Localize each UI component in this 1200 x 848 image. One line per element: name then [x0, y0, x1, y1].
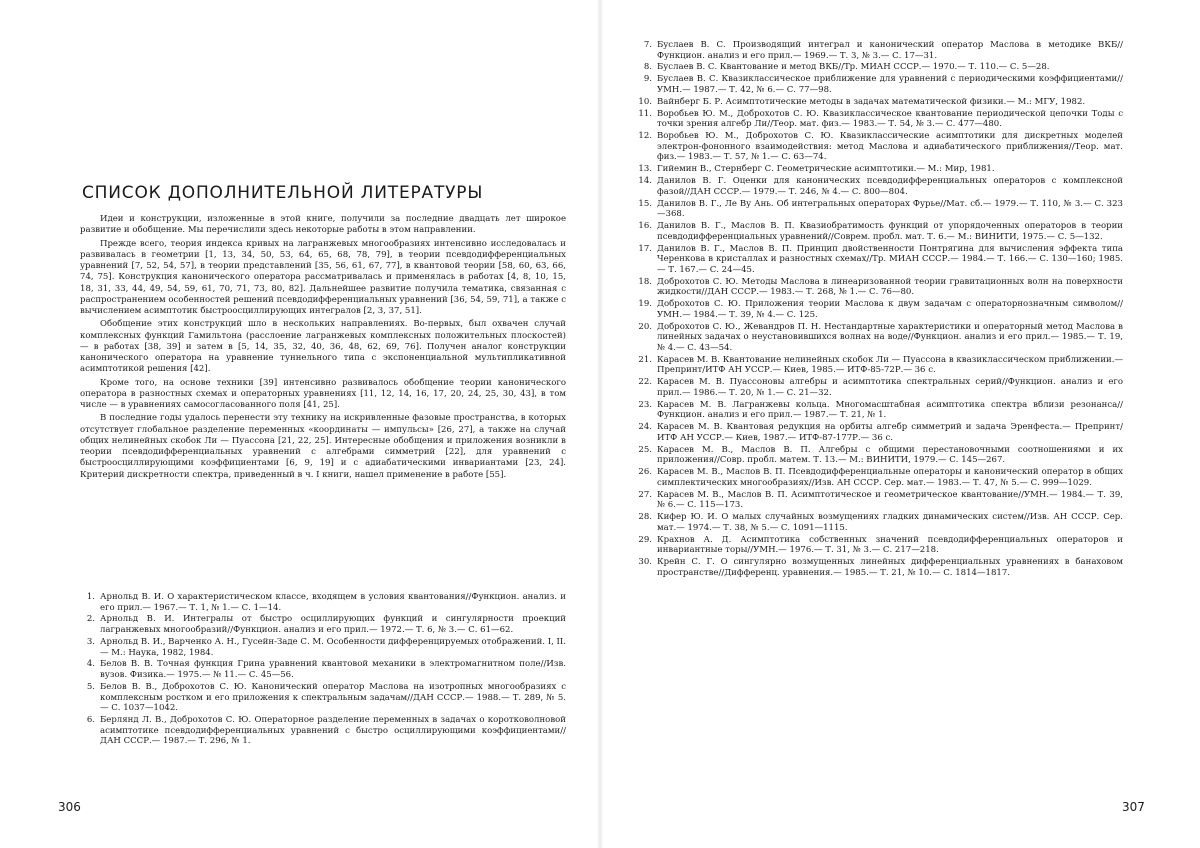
- reference-entry: [637, 199, 1123, 220]
- intro-paragraph: Идеи и конструкции, изложенные в этой книге, получили за последние двадцать лет широкое развитие и обобщение. Мы перечислили здесь некоторые работы в этом направлении.: [80, 214, 566, 236]
- reference-text: Карасев М. В., Маслов В. П. Асимптотическое и геометрическое квантование//УМН.— 1984.— Т. 39, № 6.— С. 115—173.: [657, 489, 1123, 511]
- reference-entry: [637, 97, 1123, 108]
- reference-entry: [637, 445, 1123, 466]
- reference-number: 6.: [86, 715, 95, 726]
- reference-text: Буслаев В. С. Производящий интеграл и канонический оператор Маслова в методике ВКБ//Функцион. анализ и его прил.— 1969.— Т. 3, № 3.— С. 17—31.: [657, 40, 1123, 61]
- reference-entry: [637, 62, 1123, 73]
- reference-entry: [637, 322, 1123, 354]
- reference-number: 3.: [86, 636, 95, 647]
- reference-entry: [637, 176, 1123, 197]
- reference-entry: [80, 715, 566, 747]
- reference-text: Данилов В. Г., Маслов В. П. Принцип двойственности Понтрягина для вычисления эффекта типа Черенкова в кристаллах и разностных схемах//Тр. МИАН СССР.— 1984.— Т. 166.— С. 130—160; 1985.— Т. 167.— С. 24—45.: [657, 243, 1123, 275]
- reference-entry: [80, 592, 566, 613]
- reference-text: Белов В. В., Доброхотов С. Ю. Канонический оператор Маслова на изотропных многообразиях с комплексным ростком и его приложения к спектральным задачам//ДАН СССР.— 1988.— Т. 289, № 5.— С. 1037—1042.: [100, 681, 566, 714]
- reference-text: Арнольд В. И., Варченко А. Н., Гусейн-Заде С. М. Особенности дифференцируемых отображений. I, II.— М.: Наука, 1982, 1984.: [100, 636, 566, 658]
- reference-text: Доброхотов С. Ю. Приложения теории Маслова к двум задачам с операторнозначным символом//УМН.— 1984.— Т. 39, № 4.— С. 125.: [657, 299, 1123, 320]
- reference-entry: [637, 40, 1123, 61]
- intro-paragraph: Прежде всего, теория индекса кривых на лагранжевых многообразиях интенсивно исследовалась и развивалась в геометрии [1, 13, 34, 50, 53, 64, 65, 68, 78, 79], в теории псевдодифференциальных уравнений [7, 52, 54, 57], в теории представлений [35, 56, 61, 67, 77], в квантовой теории [58, 60, 63, 66, 74, 75]. Конструкция канонического оператора рассматривалась и применялась в работах [4, 8, 10, 15, 18, 31, 33, 44, 49, 54, 59, 61, 70, 71, 73, 80, 82]. Дальнейшее развитие получила тематика, связанная с распространением особенностей решений псевдодифференциальных уравнений [36, 54, 59, 71], а также с вычислением асимптотик быстроосциллирующих интегралов [2, 3, 37, 51].: [80, 238, 566, 316]
- intro-paragraph: Обобщение этих конструкций шло в нескольких направлениях. Во-первых, был охвачен случай комплексных функций Гамильтона (расслоение лагранжевых комплексных положительных плоскостей) — в работах [38, 39] и затем в [5, 14, 35, 32, 40, 36, 48, 62, 69, 76]. Получен аналог конструкции канонического оператора на уравнение туннельного типа с экспоненциальной мультипликативной асимптотикой решения [42].: [80, 319, 566, 375]
- reference-number: 16.: [638, 221, 652, 232]
- reference-number: 22.: [638, 377, 652, 388]
- reference-text: Данилов В. Г. Оценки для канонических псевдодифференциальных операторов с комплексной фазой//ДАН СССР.— 1979.— Т. 246, № 4.— С. 800—804.: [657, 176, 1123, 197]
- reference-text: Данилов В. Г., Маслов В. П. Квазиобратимость функций от упорядоченных операторов в теории псевдодифференциальных уравнений//Соврем. пробл. мат. Т. 6.— М.: ВИНИТИ, 1975.— С. 5—132.: [657, 221, 1123, 242]
- reference-text: Карасев М. В. Квантование нелинейных скобок Ли — Пуассона в квазиклассическом приближении.— Препринт/ИТФ АН УССР.— Киев, 1985.— ИТФ-85-72Р.— 36 с.: [657, 354, 1123, 376]
- reference-entry: [637, 377, 1123, 398]
- reference-text: Арнольд В. И. Интегралы от быстро осциллирующих функций и сингулярности проекций лагранжевых многообразий//Функцион. анализ и его прил.— 1972.— Т. 6, № 3.— С. 61—62.: [100, 614, 566, 636]
- reference-entry: [637, 109, 1123, 130]
- reference-entry: [80, 614, 566, 635]
- reference-entry: [637, 74, 1123, 95]
- reference-text: Воробьев Ю. М., Доброхотов С. Ю. Квазиклассические асимптотики для дискретных моделей электрон-фононного взаимодействия: метод Маслова и адиабатического приближения//Теор. мат. физ.— 1983.— Т. 57, № 1.— С. 63—74.: [657, 131, 1123, 163]
- reference-entry: [637, 512, 1123, 533]
- reference-number: 13.: [638, 164, 652, 175]
- reference-number: 8.: [643, 62, 652, 73]
- left-page: [0, 0, 597, 848]
- reference-text: Буслаев В. С. Квантование и метод ВКБ//Тр. МИАН СССР.— 1970.— Т. 110.— С. 5—28.: [657, 62, 1050, 73]
- reference-entry: [80, 637, 566, 658]
- reference-number: 14.: [638, 176, 652, 187]
- reference-text: Карасев М. В. Пуассоновы алгебры и асимптотика спектральных серий//Функцион. анализ и его прил.— 1986.— Т. 20, № 1.— С. 21—32.: [657, 377, 1123, 398]
- reference-entry: [637, 355, 1123, 376]
- reference-number: 20.: [638, 321, 652, 332]
- reference-text: Доброхотов С. Ю. Методы Маслова в линеаризованной теории гравитационных волн на поверхности жидкости//ДАН СССР.— 1983.— Т. 268, № 1.— С. 76—80.: [657, 276, 1123, 298]
- reference-entry: [637, 244, 1123, 276]
- reference-number: 29.: [638, 534, 652, 545]
- reference-number: 5.: [86, 681, 95, 692]
- reference-entry: [637, 299, 1123, 320]
- reference-number: 28.: [638, 512, 652, 523]
- reference-number: 10.: [638, 96, 652, 107]
- reference-entry: [637, 277, 1123, 298]
- reference-number: 4.: [86, 659, 95, 670]
- reference-entry: [637, 490, 1123, 511]
- intro-paragraph: В последние годы удалось перенести эту технику на искривленные фазовые пространства, в которых отсутствует глобальное разделение переменных «координаты — импульсы» [26, 27], а также на случай общих нелинейных скобок Ли — Пуассона [21, 22, 25]. Интересные обобщения и приложения возникли в теории псевдодифференциальных уравнений с алгебрами симметрий [22], для уравнений с быстроосциллирующими коэффициентами [6, 9, 19] и с адиабатическими инвариантами [23, 24]. Критерий дискретности спектра, приведенный в ч. I книги, нашел применение в работе [55].: [80, 413, 566, 480]
- reference-number: 7.: [643, 40, 652, 50]
- reference-text: Вайнберг Б. Р. Асимптотические методы в задачах математической физики.— М.: МГУ, 1982.: [657, 96, 1086, 107]
- reference-number: 9.: [643, 74, 652, 85]
- reference-text: Доброхотов С. Ю., Жевандров П. Н. Нестандартные характеристики и операторный метод Маслова в линейных задачах о неустановившихся волнах на воде//Функцион. анализ и его прил.— 1985.— Т. 19, № 4.— С. 43—54.: [657, 321, 1123, 353]
- reference-number: 26.: [638, 467, 652, 478]
- reference-entry: [80, 659, 566, 680]
- reference-list-left: [80, 592, 566, 748]
- reference-list-right: [637, 40, 1123, 580]
- reference-text: Воробьев Ю. М., Доброхотов С. Ю. Квазиклассическое квантование периодической цепочки Тоды с точки зрения алгебр Ли//Теор. мат. физ.— 1983.— Т. 54, № 3.— С. 477—480.: [657, 108, 1123, 130]
- page-number: 306: [58, 800, 81, 814]
- reference-entry: [637, 467, 1123, 488]
- reference-entry: [637, 164, 1123, 175]
- reference-text: Карасев М. В. Лагранжевы кольца. Многомасштабная асимптотика спектра вблизи резонанса//Функцион. анализ и его прил.— 1987.— Т. 21, № 1.: [657, 399, 1123, 421]
- reference-text: Кифер Ю. И. О малых случайных возмущениях гладких динамических систем//Изв. АН СССР. Сер. мат.— 1974.— Т. 38, № 5.— С. 1091—1115.: [657, 512, 1123, 533]
- reference-entry: [637, 400, 1123, 421]
- reference-number: 15.: [638, 198, 652, 209]
- reference-text: Белов В. В. Точная функция Грина уравнений квантовой механики в электромагнитном поле//Изв. вузов. Физика.— 1975.— № 11.— С. 45—56.: [100, 659, 566, 681]
- reference-entry: [80, 682, 566, 714]
- reference-number: 27.: [638, 489, 652, 500]
- reference-entry: [637, 535, 1123, 556]
- introduction-text: [80, 214, 566, 483]
- reference-text: Берлянд Л. В., Доброхотов С. Ю. Операторное разделение переменных в задачах о коротковолновой асимптотике псевдодифференциальных уравнений с быстро осциллирующими коэффициентами//ДАН СССР.— 1987.— Т. 296, № 1.: [100, 715, 566, 747]
- reference-number: 18.: [638, 276, 652, 287]
- reference-text: Данилов В. Г., Ле Ву Ань. Об интегральных операторах Фурье//Мат. сб.— 1979.— Т. 110, № 3.— С. 323—368.: [657, 198, 1123, 220]
- reference-entry: [637, 557, 1123, 578]
- bibliography-heading: СПИСОК ДОПОЛНИТЕЛЬНОЙ ЛИТЕРАТУРЫ: [82, 183, 484, 203]
- reference-text: Карасев М. В., Маслов В. П. Псевдодифференциальные операторы и канонический оператор в общих симплектических многообразиях//Изв. АН СССР. Сер. мат.— 1983.— Т. 47, № 5.— С. 999—1029.: [657, 467, 1123, 488]
- right-page: [603, 0, 1200, 848]
- reference-number: 2.: [86, 614, 95, 625]
- reference-number: 21.: [638, 354, 652, 365]
- page-number: 307: [1122, 800, 1145, 814]
- reference-entry: [637, 131, 1123, 163]
- reference-number: 24.: [638, 422, 652, 433]
- reference-number: 23.: [638, 399, 652, 410]
- reference-number: 17.: [638, 243, 652, 254]
- reference-number: 11.: [638, 108, 652, 119]
- reference-text: Карасев М. В., Маслов В. П. Алгебры с общими перестановочными соотношениями и их приложения//Совр. пробл. матем. Т. 13.— М.: ВИНИТИ, 1979.— С. 145—267.: [657, 444, 1123, 466]
- reference-text: Арнольд В. И. О характеристическом классе, входящем в условия квантования//Функцион. анализ. и его прил.— 1967.— Т. 1, № 1.— С. 1—14.: [100, 592, 566, 613]
- reference-number: 19.: [638, 299, 652, 310]
- reference-entry: [637, 422, 1123, 443]
- reference-number: 30.: [638, 557, 652, 568]
- reference-text: Карасев М. В. Квантовая редукция на орбиты алгебр симметрий и задача Эренфеста.— Препринт/ИТФ АН УССР.— Киев, 1987.— ИТФ-87-177Р.— 36 с.: [657, 422, 1123, 443]
- reference-number: 12.: [638, 131, 652, 142]
- reference-number: 25.: [638, 444, 652, 455]
- reference-entry: [637, 221, 1123, 242]
- reference-text: Крахнов А. Д. Асимптотика собственных значений псевдодифференциальных операторов и инвариантные торы//УМН.— 1976.— Т. 31, № 3.— С. 217—218.: [657, 534, 1123, 556]
- reference-text: Гийемин В., Стернберг С. Геометрические асимптотики.— М.: Мир, 1981.: [657, 164, 995, 175]
- reference-number: 1.: [86, 592, 95, 602]
- reference-text: Буслаев В. С. Квазиклассическое приближение для уравнений с периодическими коэффициентами//УМН.— 1987.— Т. 42, № 6.— С. 77—98.: [657, 74, 1123, 95]
- reference-text: Крейн С. Г. О сингулярно возмущенных линейных дифференциальных уравнениях в банаховом пространстве//Дифференц. уравнения.— 1985.— Т. 21, № 10.— С. 1814—1817.: [657, 557, 1123, 578]
- intro-paragraph: Кроме того, на основе техники [39] интенсивно развивалось обобщение теории канонического оператора в разностных схемах и операторных уравнениях [11, 12, 14, 16, 17, 20, 24, 25, 30, 43], в том числе — в уравнениях самосогласованного поля [41, 25].: [80, 377, 566, 410]
